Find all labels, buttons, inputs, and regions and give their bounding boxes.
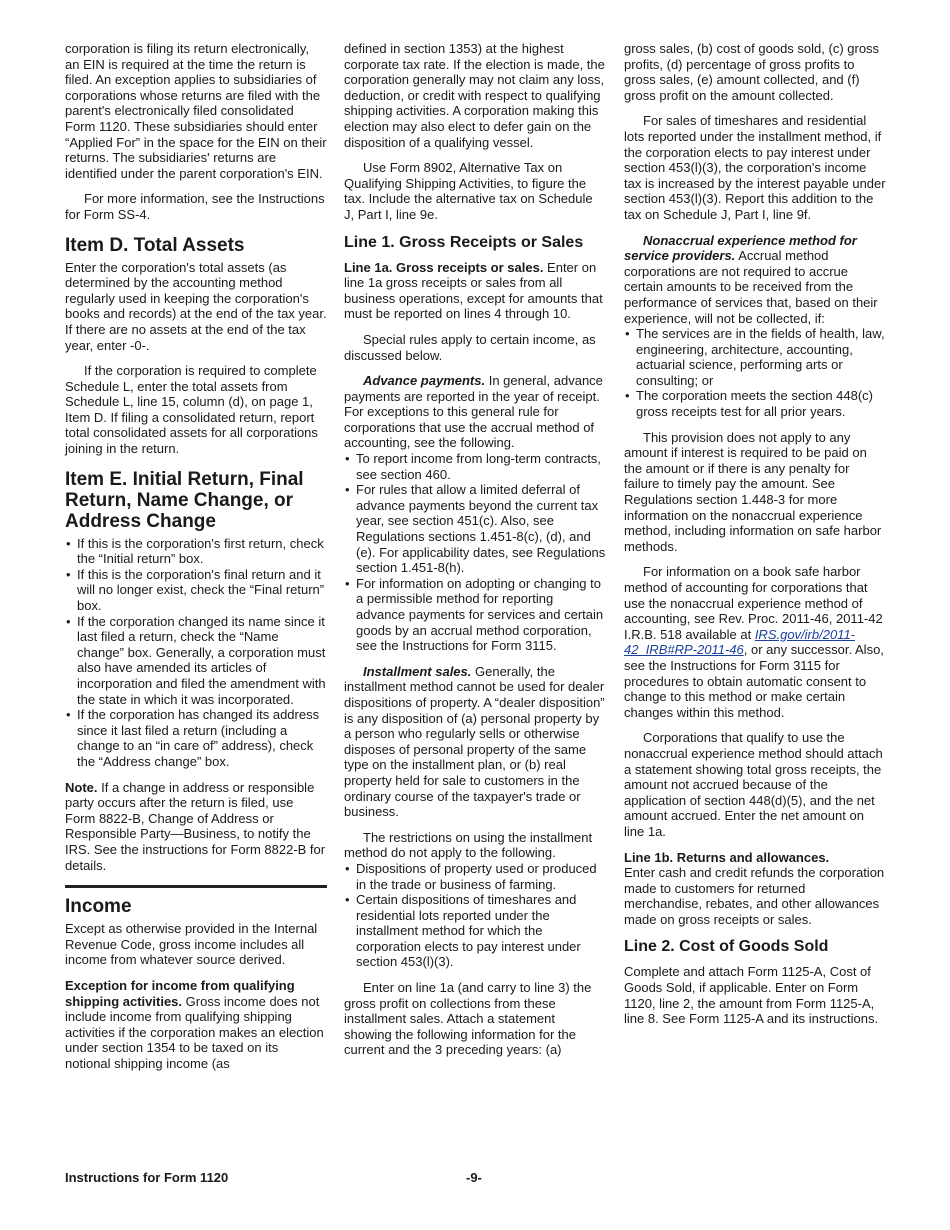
paragraph: Special rules apply to certain income, as discussed below. [344, 331, 596, 363]
paragraph [344, 373, 606, 451]
paragraph [344, 664, 606, 820]
bullet-list [344, 861, 606, 970]
paragraph: Corporations that qualify to use the nonaccrual experience method should attach a statement showing total gross receipts, the amount not accrued because of the application of section 448(d)(5), and the net amount accrued. Enter the net amount on line 1a. [624, 730, 883, 839]
safe-harbor-text: For information on a book safe harbor method of accounting for corporations that use the nonaccrual experience method of accounting, see Rev. Proc. 2011-46, 2011-42 I.R.B. 518 available at [624, 564, 883, 642]
list-item: • For information on adopting or changing to a permissible method for reporting advance payments for services and certain goods by an accrual method corporation, see the Instructions for Form 3115. [344, 576, 606, 654]
list-item: • Dispositions of property used or produced in the trade or business of farming. [344, 861, 606, 892]
note-paragraph [65, 780, 327, 874]
paragraph [624, 233, 886, 327]
paragraph: For more information, see the Instructions for Form SS-4. [65, 191, 325, 222]
paragraph: defined in section 1353) at the highest corporate tax rate. If the election is made, the corporation generally may not claim any loss, deduction, or credit with respect to qualifying shipping activities. A corporation making this election may also elect to defer gain on the disposition of a qualifying vessel. [344, 41, 605, 150]
line-1a-label: Line 1a. Gross receipts or sales. [344, 259, 544, 275]
column-3 [624, 41, 886, 1037]
paragraph: If the corporation is required to complete Schedule L, enter the total assets from Schedule L, line 15, column (d), on page 1, Item D. If filing a consolidated return, report total consolidated assets for all corporations joining in the return. [65, 363, 318, 457]
exception-label: Exception for income from qualifying shipping activities. [65, 977, 295, 1009]
heading-income: Income [65, 885, 327, 917]
list-item: • For rules that allow a limited deferral of advance payments beyond the current tax year, see section 451(c). Also, see Regulations sections 1.451-8(c), (d), and (e). For applicability dates, see Regulations section 1.451-8(h). [344, 482, 606, 576]
nonaccrual-label: Nonaccrual experience method for service providers. [624, 232, 857, 264]
exception-text: Gross income does not include income from qualifying shipping activities if the corporation makes an election under section 1354 to be taxed on its notional shipping income (as [65, 993, 324, 1071]
list-item: • If this is the corporation's first return, check the “Initial return” box. [65, 536, 327, 567]
irs-irb-link[interactable]: IRS.gov/irb/2011-42_IRB#RP-2011-46 [624, 626, 856, 658]
paragraph [344, 260, 606, 322]
heading-item-e: Item E. Initial Return, Final Return, Name Change, or Address Change [65, 468, 304, 532]
list-item: • To report income from long-term contracts, see section 460. [344, 451, 606, 482]
paragraph: Except as otherwise provided in the Internal Revenue Code, gross income includes all income from whatever source derived. [65, 921, 318, 968]
paragraph: Complete and attach Form 1125-A, Cost of Goods Sold, if applicable. Enter on Form 1120, line 2, the amount from Form 1125-A, line 8. See Form 1125-A and its instructions. [624, 964, 879, 1027]
paragraph: Use Form 8902, Alternative Tax on Qualifying Shipping Activities, to figure the tax. Include the alternative tax on Schedule J, Part I, line 9e. [344, 160, 593, 222]
heading-item-d: Item D. Total Assets [65, 234, 245, 256]
list-item: • Certain dispositions of timeshares and residential lots reported under the installment method for which the corporation elects to pay interest under section 453(l)(3). [344, 892, 606, 970]
paragraph [624, 850, 886, 928]
list-item: • If the corporation has changed its address since it last filed a return (including a change to an “in care of” address), check the “Address change” box. [65, 707, 327, 769]
paragraph: The restrictions on using the installment method do not apply to the following. [344, 829, 593, 861]
line-1b-text: Enter cash and credit refunds the corporation made to customers for returned merchandise, rebates, and other allowances made on gross receipts or sales. [624, 865, 885, 927]
paragraph: This provision does not apply to any amount if interest is required to be paid on the amount or if there is any penalty for failure to timely pay the amount. See Regulations section 1.448-3 for more information on the nonaccrual experience method, including information on safe harbor methods. [624, 429, 882, 554]
safe-harbor-text-end: , or any successor. Also, see the Instructions for Form 3115 for procedures to obtain automatic consent to change to this method or make certain changes within this method. [624, 642, 884, 720]
column-2 [344, 41, 606, 1068]
bullet-list [65, 536, 327, 770]
line-1b-label: Line 1b. Returns and allowances. [624, 849, 830, 865]
installment-sales-label: Installment sales. [363, 663, 472, 679]
paragraph: For sales of timeshares and residential lots reported under the installment method, if the corporation elects to pay interest under section 453(l)(3), the corporation's income tax is increased by the interest payable under section 453(l)(3). Report this addition to the tax on Schedule J, Part I, line 9f. [624, 113, 886, 222]
paragraph [65, 978, 327, 1072]
installment-sales-text: Generally, the installment method cannot be used for dealer dispositions of property. A “dealer disposition” is any disposition of (a) personal property by a person who regularly sells or otherwise disposes of personal property of the same type on the installment plan, or (b) real property held for sale to customers in the ordinary course of the taxpayer's trade or business. [344, 663, 605, 820]
paragraph [624, 564, 886, 720]
paragraph: Enter the corporation's total assets (as determined by the accounting method regularly used in keeping the corporation's books and records) at the end of the tax year. If there are no assets at the end of the tax year, enter -0-. [65, 259, 327, 353]
list-item: • If the corporation changed its name since it last filed a return, check the “Name change” box. Generally, a corporation must also have amended its articles of incorporation and filed the amendment with the state in which it was incorporated. [65, 614, 327, 708]
list-item: • The corporation meets the section 448(c) gross receipts test for all prior years. [624, 388, 886, 419]
note-text: If a change in address or responsible party occurs after the return is filed, use Form 8822-B, Change of Address or Responsible Party—Business, to notify the IRS. See the instructions for Form 8822-B for details. [65, 779, 326, 873]
bullet-list [624, 326, 886, 420]
footer-title: Instructions for Form 1120 [65, 1170, 229, 1185]
nonaccrual-text: Accrual method corporations are not required to accrue certain amounts to be received from the performance of services that, based on their experience, will not be collected, if: [624, 248, 878, 326]
list-item: • The services are in the fields of health, law, engineering, architecture, accounting, actuarial science, performing arts or consulting; or [624, 326, 886, 388]
paragraph: Enter on line 1a (and carry to line 3) the gross profit on collections from these installment sales. Attach a statement showing the following information for the current and the 3 preceding years: (a) [344, 980, 592, 1058]
advance-payments-label: Advance payments. [363, 373, 486, 389]
paragraph: corporation is filing its return electronically, an EIN is required at the time the return is filed. An exception applies to subsidiaries of corporations whose returns are filed with the parent's electronically filed consolidated Form 1120. These subsidiaries should enter “Applied For” in the space for the EIN on their returns. The subsidiaries' returns are identified under the parent corporation's EIN. [65, 41, 327, 181]
page-number: -9- [466, 1170, 482, 1185]
line-1a-text: Enter on line 1a gross receipts or sales from all business operations, except for amounts that must be reported on lines 4 through 10. [344, 259, 603, 322]
list-item: • If this is the corporation's final return and it will no longer exist, check the “Final return” box. [65, 567, 327, 614]
note-label: Note. [65, 779, 98, 795]
heading-line-2: Line 2. Cost of Goods Sold [624, 938, 829, 956]
heading-line-1: Line 1. Gross Receipts or Sales [344, 233, 584, 251]
column-1 [65, 41, 327, 1081]
advance-payments-text: In general, advance payments are reported in the year of receipt. For exceptions to this general rule for corporations that use the accrual method of accounting, see the following. [344, 373, 603, 451]
paragraph: gross sales, (b) cost of goods sold, (c) gross profits, (d) percentage of gross profits to gross sales, (e) amount collected, and (f) gross profit on the amount collected. [624, 41, 880, 103]
bullet-list [344, 451, 606, 654]
